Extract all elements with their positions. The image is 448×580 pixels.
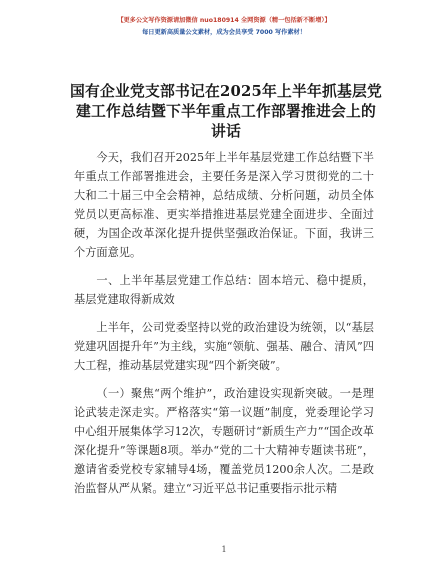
section-heading: 一、上半年基层党建工作总结：固本培元、稳中提质，基层党建取得新成效 (74, 274, 374, 306)
intro-paragraph: 今天，我们召开2025年上半年基层党建工作总结暨下半年重点工作部署推进会，主要任务是深入学习贯彻党的二十大和二十届三中全会精神，总结成绩、分析问题，动员全体党员以更高标准、更实举措推进基层党建全面进步、全面过硬，为国企改革深化提升提供坚强政治保证。下面，我讲三个方面意见。 (74, 151, 374, 259)
banner-line-2: 每日更新高质量公文素材，成为会员享受 7000 写作素材！ (142, 29, 306, 36)
document-body (74, 148, 374, 498)
page-number: 1 (221, 545, 227, 554)
body-paragraph: （一）聚焦“两个维护”，政治建设实现新突破。一是理论武装走深走实。严格落实“第一议题”制度，党委理论学习中心组开展集体学习12次，专题研讨“新质生产力”“国企改革深化提升”等课题8项。举办“党的二十大精神专题读书班”，邀请省委党校专家辅导4场，覆盖党员1200余人次。二是政治监督从严从紧。建立“习近平总书记重要指示批示精 (74, 387, 374, 495)
banner-line-1: 【更多公文写作资源请加微信 nuo180914 全网资源（精一包括新不断增）】 (117, 17, 331, 24)
promo-banner (0, 15, 448, 39)
body-paragraph: 上半年，公司党委坚持以党的政治建设为统领，以“基层党建巩固提升年”为主线，实施“领航、强基、融合、清风”四大工程，推动基层党建实现“四个新突破”。 (74, 321, 374, 372)
document-title: 国有企业党支部书记在2025年上半年抓基层党建工作总结暨下半年重点工作部署推进会上的讲话 (70, 83, 382, 140)
